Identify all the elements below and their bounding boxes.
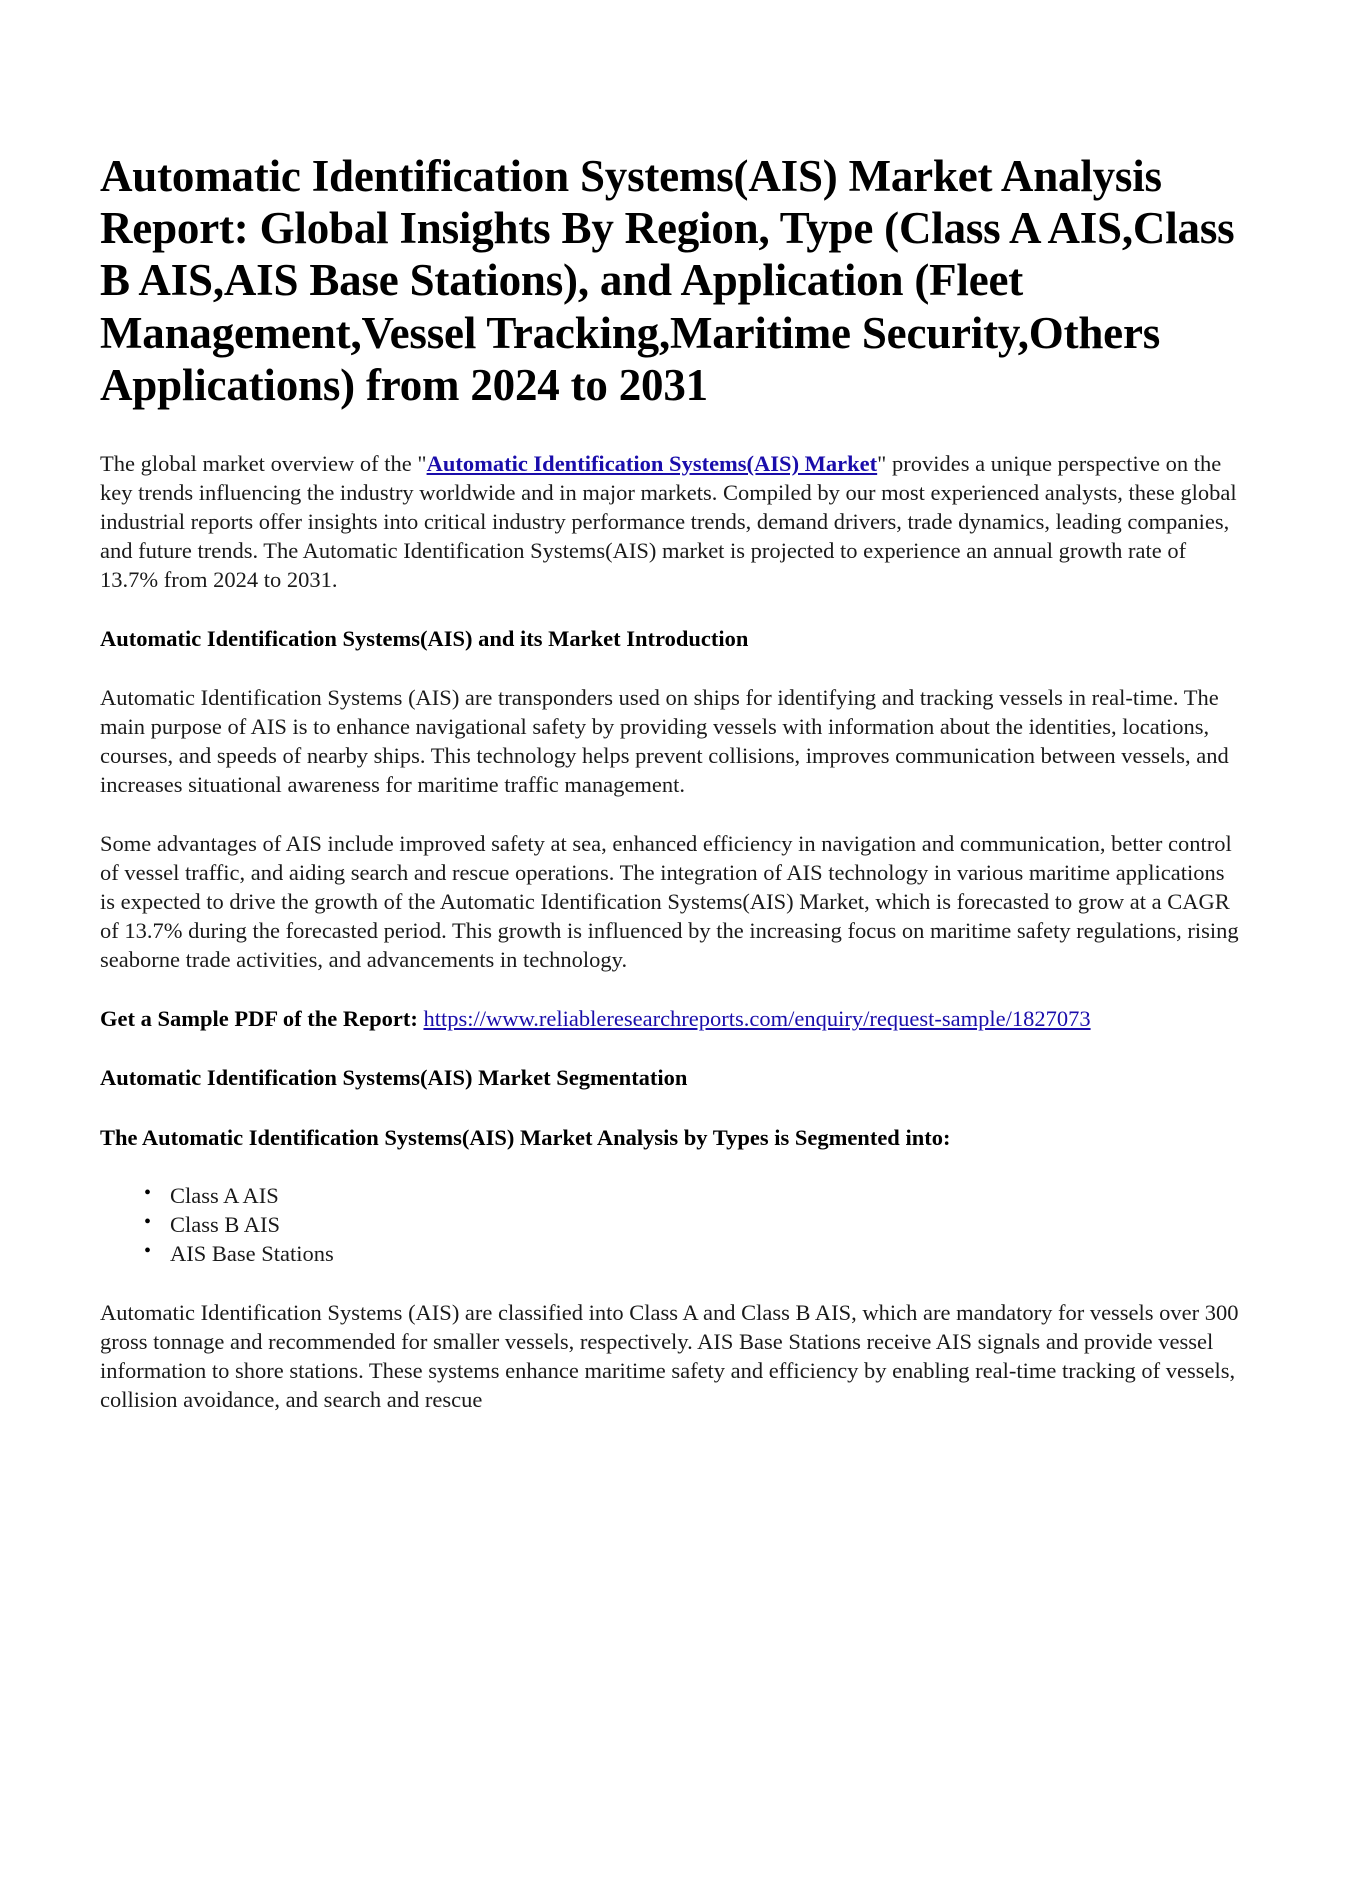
market-types-list xyxy=(100,1182,1245,1268)
paragraph-ais-advantages: Some advantages of AIS include improved safety at sea, enhanced efficiency in navigation and communication, better control of vessel traffic, and aiding search and rescue operations. The integration of AIS technology in various maritime applications is expected to drive the growth of the Automatic Identification Systems(AIS) Market, which is forecasted to grow at a CAGR of 13.7% during the forecasted period. This growth is influenced by the increasing focus on maritime safety regulations, rising seaborne trade activities, and advancements in technology. xyxy=(100,831,1239,973)
sample-pdf-line xyxy=(100,1004,1245,1033)
list-item-label: Class A AIS xyxy=(170,1182,279,1208)
paragraph-types-detail: Automatic Identification Systems (AIS) are classified into Class A and Class B AIS, which are mandatory for vessels over 300 gross tonnage and recommended for smaller vessels, respectively. AIS Base Stations receive AIS signals and provide vessel information to shore stations. These systems enhance maritime safety and efficiency by enabling real-time tracking of vessels, collision avoidance, and search and rescue xyxy=(100,1299,1239,1412)
list-item xyxy=(170,1240,1245,1268)
sample-pdf-label: Get a Sample PDF of the Report: xyxy=(100,1006,418,1032)
list-item xyxy=(170,1182,1245,1210)
list-item-label: AIS Base Stations xyxy=(170,1240,334,1266)
market-report-link[interactable]: Automatic Identification Systems(AIS) Market xyxy=(426,450,878,476)
page-title: Automatic Identification Systems(AIS) Market Analysis Report: Global Insights By Region, Type (Class A AIS,Class B AIS,AIS Base Stations), and Application (Fleet Management,Vessel Tracking,Maritime Security,Others Applications) from 2024 to 2031 xyxy=(100,151,1235,410)
page-bottom-spacer xyxy=(100,1444,1245,1624)
heading-market-segmentation: Automatic Identification Systems(AIS) Market Segmentation xyxy=(100,1065,688,1091)
heading-market-introduction: Automatic Identification Systems(AIS) and its Market Introduction xyxy=(100,626,749,652)
list-item-label: Class B AIS xyxy=(170,1211,281,1237)
intro-paragraph xyxy=(100,449,1245,594)
intro-text-before-link: The global market overview of the " xyxy=(100,450,427,476)
paragraph-ais-definition: Automatic Identification Systems (AIS) are transponders used on ships for identifying and tracking vessels in real-time. The main purpose of AIS is to enhance navigational safety by providing vessels with information about the identities, locations, courses, and speeds of nearby ships. This technology helps prevent collisions, improves communication between vessels, and increases situational awareness for maritime traffic management. xyxy=(100,685,1229,798)
heading-segmented-types: The Automatic Identification Systems(AIS) Market Analysis by Types is Segmented into: xyxy=(100,1124,951,1150)
intro-text-after-link: " provides a unique perspective on the key trends influencing the industry worldwide and in major markets. Compiled by our most experienced analysts, these global industrial reports offer insights into critical industry performance trends, demand drivers, trade dynamics, leading companies, and future trends. The Automatic Identification Systems(AIS) market is projected to experience an annual growth rate of 13.7% from 2024 to 2031. xyxy=(100,450,1237,592)
sample-pdf-link[interactable]: https://www.reliableresearchreports.com/enquiry/request-sample/1827073 xyxy=(423,1006,1091,1032)
list-item xyxy=(170,1211,1245,1239)
